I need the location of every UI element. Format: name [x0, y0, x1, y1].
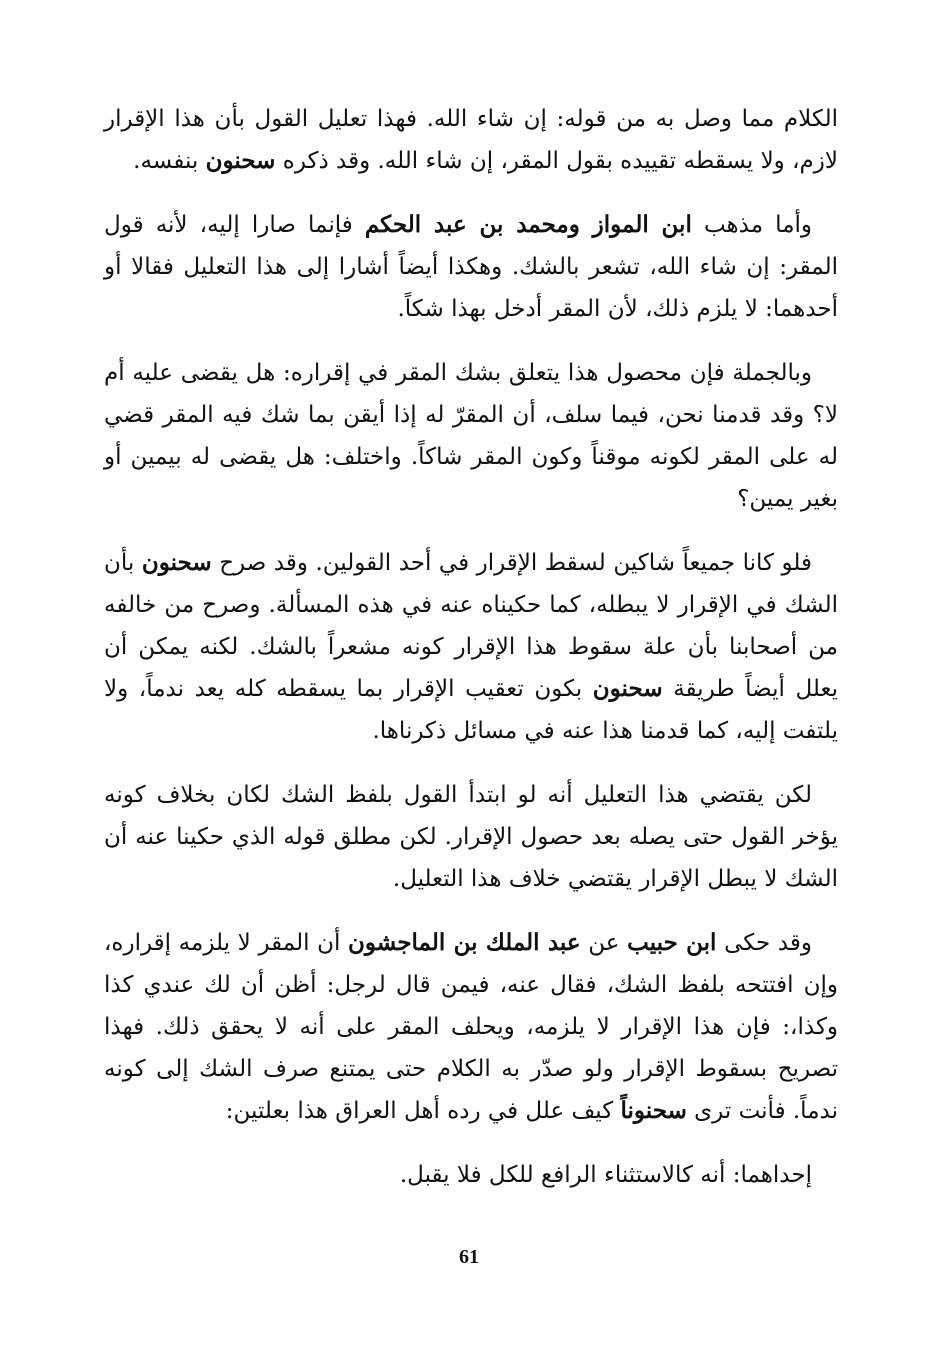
paragraph-1-text-2: بنفسه.: [133, 148, 206, 174]
paragraph-2: [104, 204, 838, 330]
paragraph-5: [104, 774, 838, 900]
paragraph-4-text-3: بكون تعقيب الإقرار بما يسقطه كله يعد ندماً، ولا يلتفت إليه، كما قدمنا هذا عنه في مسائل ذكرناها.: [104, 676, 838, 744]
paragraph-6-text-1: وقد حكى: [716, 930, 812, 956]
page-body: [104, 98, 838, 1218]
paragraph-4-name-sahnun-2: سحنون: [592, 675, 663, 702]
paragraph-6-text-2: عن: [580, 930, 628, 956]
paragraph-1: [104, 98, 838, 182]
paragraph-1-text-1: الكلام مما وصل به من قوله: إن شاء الله. فهذا تعليل القول بأن هذا الإقرار لازم، ولا يسقطه تقييده بقول المقر، إن شاء الله. وقد ذكره: [104, 106, 838, 174]
paragraph-3: [104, 352, 838, 520]
paragraph-6-text-3: أن المقر لا يلزمه إقراره، وإن افتتحه بلفظ الشك، فقال عنه، فيمن قال لرجل: أظن أن لك عندي كذا وكذا،: فإن هذا الإقرار لا يلزمه، ويحلف المقر على أنه لا يحقق ذلك. فهذا تصريح بسقوط الإقرار ولو صدّر به الكلام حتى يمتنع صرف الشك إلى كونه ندماً. فأنت ترى: [104, 930, 838, 1124]
paragraph-2-text-2: فإنما صارا إليه، لأنه قول المقر: إن شاء الله، تشعر بالشك. وهكذا أيضاً أشارا إلى هذا التعليل فقالا أو أحدهما: لا يلزم ذلك، لأن المقر أدخل بهذا شكاً.: [104, 212, 838, 322]
paragraph-3-text-1: وبالجملة فإن محصول هذا يتعلق بشك المقر في إقراره: هل يقضى عليه أم لا؟ وقد قدمنا نحن، فيما سلف، أن المقرّ له إذا أيقن بما شك فيه المقر قضي له على المقر لكونه موقناً وكون المقر شاكاً. واختلف: هل يقضى له بيمين أو بغير يمين؟: [104, 360, 838, 512]
paragraph-6-name-majishun: عبد الملك بن الماجشون: [348, 929, 581, 956]
paragraph-2-names: ابن المواز ومحمد بن عبد الحكم: [364, 211, 692, 238]
paragraph-6-text-4: كيف علل في رده أهل العراق هذا بعلتين:: [225, 1098, 621, 1124]
paragraph-6: [104, 922, 838, 1132]
page-number: 61: [459, 1246, 479, 1268]
paragraph-7-text-1: إحداهما: أنه كالاستثناء الرافع للكل فلا يقبل.: [399, 1162, 812, 1188]
paragraph-2-text-1: وأما مذهب: [691, 212, 813, 238]
paragraph-4-text-1: فلو كانا جميعاً شاكين لسقط الإقرار في أحد القولين. وقد صرح: [211, 550, 812, 576]
paragraph-7: [104, 1154, 838, 1196]
paragraph-5-text-1: لكن يقتضي هذا التعليل أنه لو ابتدأ القول بلفظ الشك لكان بخلاف كونه يؤخر القول حتى يصله بعد حصول الإقرار. لكن مطلق قوله الذي حكينا عنه أن الشك لا يبطل الإقرار يقتضي خلاف هذا التعليل.: [104, 782, 838, 892]
paragraph-6-name-ibn-habib: ابن حبيب: [627, 929, 717, 956]
paragraph-1-name-sahnun: سحنون: [205, 147, 276, 174]
paragraph-6-name-sahnunan: سحنوناً: [620, 1097, 687, 1124]
paragraph-4-name-sahnun-1: سحنون: [141, 549, 212, 576]
paragraph-4-text-2: بأن الشك في الإقرار لا يبطله، كما حكيناه عنه في هذه المسألة. وصرح من خالفه من أصحابنا بأن علة سقوط هذا الإقرار كونه مشعراً بالشك. لكنه يمكن أن يعلل أيضاً طريقة: [104, 550, 838, 702]
paragraph-4: [104, 542, 838, 752]
